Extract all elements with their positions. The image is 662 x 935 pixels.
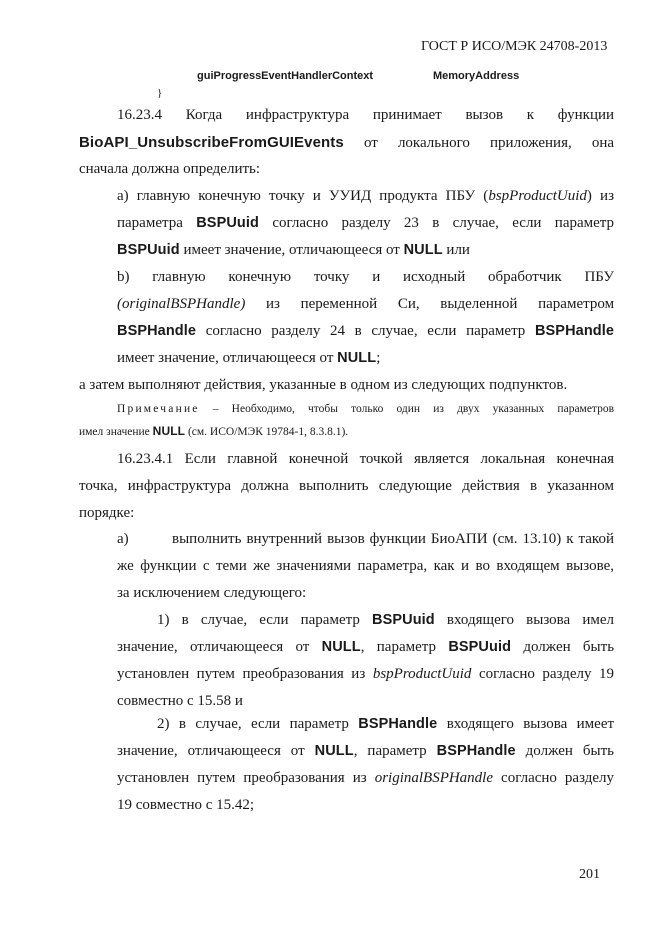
item-b-line3: BSPHandle согласно разделу 24 в случае, если параметр BSPHandle: [117, 323, 615, 339]
sub-2-line3: установлен путем преобразования из originalBSPHandle согласно разделу: [117, 770, 615, 786]
keyword-bspuuid: BSPUuid: [117, 242, 180, 258]
page-number: 201: [579, 867, 600, 882]
keyword-bsphandle: BSPHandle: [436, 743, 516, 759]
keyword-null: NULL: [337, 350, 377, 366]
sub-1-line4: совместно с 15.58 и: [117, 693, 243, 709]
item-a-line2: параметра BSPUuid согласно разделу 23 в случае, если параметр: [117, 215, 615, 231]
sub-1-line1: 1) в случае, если параметр BSPUuid входящего вызова имел: [157, 612, 615, 628]
keyword-null: NULL: [152, 424, 186, 438]
code-param-address: MemoryAddress: [433, 70, 520, 82]
keyword-bspuuid: BSPUuid: [372, 612, 435, 628]
function-name: BioAPI_UnsubscribeFromGUIEvents: [79, 134, 344, 151]
after-items-text: а затем выполняют действия, указанные в одном из следующих подпунктов.: [79, 377, 568, 393]
sub-a-marker: а): [117, 531, 129, 547]
sub-2-line2: значение, отличающееся от NULL, параметр BSPHandle должен быть: [117, 743, 614, 759]
section-number: 16.23.4: [117, 107, 162, 123]
keyword-null: NULL: [314, 743, 354, 759]
keyword-bspuuid: BSPUuid: [196, 215, 259, 231]
note-line1: Примечание – Необходимо, чтобы только один из двух указанных параметров: [117, 403, 615, 415]
item-a-line3: BSPUuid имеет значение, отличающееся от NULL или: [117, 242, 470, 258]
sub-a-line2: же функции с теми же значениями параметра, как и во входящем вызове,: [117, 558, 614, 574]
keyword-null: NULL: [321, 639, 361, 655]
keyword-bsphandle: BSPHandle: [534, 323, 615, 339]
keyword-bsphandle: BSPHandle: [117, 323, 197, 339]
keyword-bsphandle: BSPHandle: [358, 716, 438, 732]
note-line2: имел значение NULL (см. ИСО/МЭК 19784-1, 8.3.8.1).: [79, 424, 349, 438]
paragraph-16-23-4-line2: BioAPI_UnsubscribeFromGUIEvents от локального приложения, она: [79, 134, 615, 151]
item-b-line2: (originalBSPHandle) из переменной Си, выделенной параметром: [117, 296, 615, 312]
sub-a-line1: выполнить внутренний вызов функции БиоАПИ (см. 13.10) к такой: [172, 531, 614, 547]
sub-2-line1: 2) в случае, если параметр BSPHandle входящего вызова имеет: [157, 716, 615, 732]
item-b-line4: имеет значение, отличающееся от NULL;: [117, 350, 381, 366]
paragraph-16-23-4-1-line1: 16.23.4.1 Если главной конечной точкой является локальная конечная: [117, 451, 614, 467]
sub-1-line2: значение, отличающееся от NULL, параметр BSPUuid должен быть: [117, 639, 615, 655]
code-param-context: guiProgressEventHandlerContext: [197, 70, 374, 82]
paragraph-16-23-4-line3: сначала должна определить:: [79, 161, 261, 177]
keyword-bspuuid: BSPUuid: [448, 639, 512, 655]
paragraph-16-23-4-1-line2: точка, инфраструктура должна выполнить следующие действия в указанном: [79, 478, 614, 494]
item-b-line1: b) главную конечную точку и исходный обработчик ПБУ: [117, 269, 615, 285]
item-a-line1: а) главную конечную точку и УУИД продукта ПБУ (bspProductUuid) из: [117, 188, 614, 204]
sub-1-line3: установлен путем преобразования из bspProductUuid согласно разделу 19: [117, 666, 615, 682]
sub-2-line4: 19 совместно с 15.42;: [117, 797, 255, 813]
sub-a-line3: за исключением следующего:: [117, 585, 307, 601]
paragraph-16-23-4-line1: 16.23.4 Когда инфраструктура принимает вызов к функции: [117, 107, 615, 123]
code-closing-brace: }: [157, 87, 163, 99]
note-label: Примечание: [117, 403, 200, 415]
paragraph-16-23-4-1-line3: порядке:: [79, 505, 135, 521]
keyword-null: NULL: [403, 242, 443, 258]
standard-code-header: ГОСТ Р ИСО/МЭК 24708-2013: [421, 39, 608, 54]
